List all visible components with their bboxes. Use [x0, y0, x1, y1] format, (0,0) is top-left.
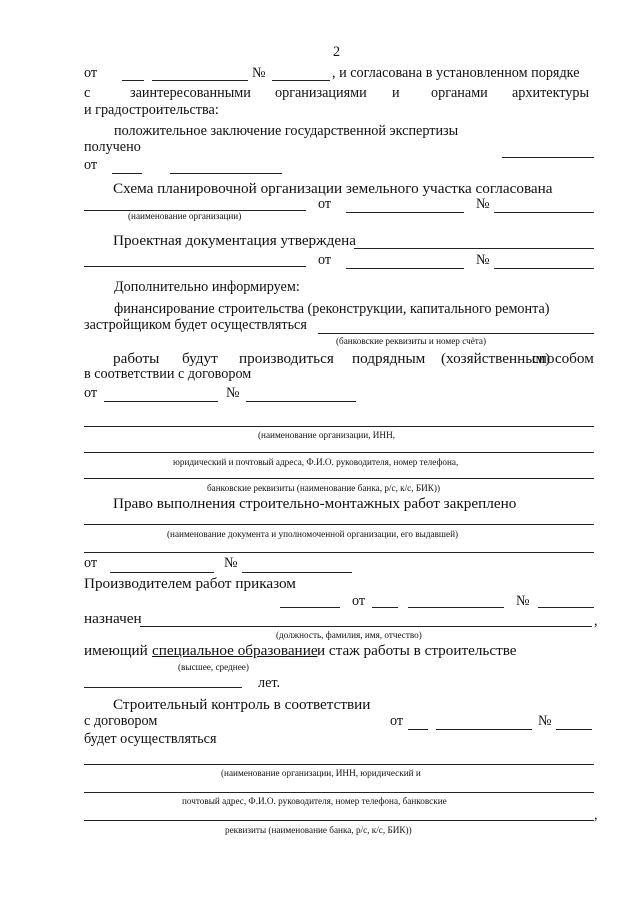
- number-label: №: [252, 65, 266, 81]
- date-line: [346, 212, 464, 213]
- caption: (наименование организации, ИНН,: [258, 430, 395, 440]
- fill-line: [84, 792, 594, 793]
- date-line: [346, 268, 464, 269]
- caption: почтовый адрес, Ф.И.О. руководителя, номер телефона, банковские: [182, 796, 447, 806]
- body-text: способом: [532, 350, 594, 367]
- body-text: (хозяйственным): [441, 350, 551, 367]
- number-line: [242, 572, 352, 573]
- date-line: [372, 607, 398, 608]
- date-label: от: [84, 385, 98, 401]
- fill-line: [140, 626, 592, 627]
- caption: (банковские реквизиты и номер счёта): [336, 336, 487, 346]
- date-line: [170, 173, 282, 174]
- body-text: будут: [182, 350, 218, 367]
- date-line: [122, 80, 144, 81]
- body-text: застройщиком будет осуществляться: [84, 317, 307, 333]
- date-line: [110, 572, 214, 573]
- number-line: [538, 607, 594, 608]
- fill-line: [84, 426, 594, 427]
- body-text: Строительный контроль в соответствии: [113, 696, 371, 713]
- date-line: [112, 173, 142, 174]
- fill-line: [502, 157, 594, 158]
- caption: банковские реквизиты (наименование банка, р/с, к/с, БИК)): [207, 483, 441, 493]
- comma: ,: [594, 613, 598, 629]
- date-label: от: [318, 252, 332, 268]
- body-text: лет.: [258, 675, 281, 691]
- body-text: подрядным: [352, 350, 426, 367]
- body-text: Производителем работ приказом: [84, 575, 296, 592]
- fill-line: [84, 478, 594, 479]
- page-number: 2: [333, 44, 341, 60]
- fill-line: [84, 820, 594, 821]
- body-text: архитектуры: [512, 85, 590, 101]
- body-text: работы: [113, 350, 160, 367]
- body-text: органами: [431, 85, 488, 101]
- caption: (должность, фамилия, имя, отчество): [276, 630, 422, 640]
- caption: (наименование документа и уполномоченной организации, его выдавшей): [167, 529, 459, 539]
- number-label: №: [476, 252, 490, 268]
- body-text: будет осуществляться: [84, 731, 217, 747]
- fill-line: [84, 552, 594, 553]
- body-text: и: [392, 85, 400, 101]
- caption: реквизиты (наименование банка, р/с, к/с, БИК)): [225, 825, 412, 835]
- body-text: и градостроительства:: [84, 102, 219, 118]
- body-text: Право выполнения строительно-монтажных работ закреплено: [113, 495, 517, 512]
- fill-line: [84, 764, 594, 765]
- date-label: от: [352, 593, 366, 609]
- body-text: заинтересованными: [130, 85, 251, 101]
- date-label: от: [318, 196, 332, 212]
- body-text: имеющий: [84, 642, 148, 659]
- fill-line: [318, 333, 594, 334]
- body-text: и стаж работы в строительстве: [317, 642, 517, 659]
- fill-line: [280, 607, 340, 608]
- date-label: от: [84, 555, 98, 571]
- date-line: [408, 729, 428, 730]
- caption: (наименование организации, ИНН, юридический и: [221, 768, 421, 778]
- comma: ,: [594, 807, 598, 823]
- caption: (высшее, среднее): [178, 662, 249, 672]
- body-text: положительное заключение государственной экспертизы: [114, 123, 459, 139]
- number-line: [272, 80, 330, 81]
- body-text: специальное образование: [152, 642, 318, 659]
- body-text: производиться: [239, 350, 334, 367]
- body-text: Проектная документация утверждена: [113, 232, 356, 249]
- body-text: организациями: [275, 85, 367, 101]
- number-label: №: [224, 555, 238, 571]
- body-text: назначен: [84, 610, 142, 627]
- date-label: от: [84, 157, 98, 173]
- date-line: [408, 607, 504, 608]
- caption: (наименование организации): [128, 211, 242, 221]
- fill-line: [84, 524, 594, 525]
- number-line: [494, 268, 594, 269]
- fill-line: [354, 248, 594, 249]
- number-label: №: [476, 196, 490, 212]
- number-label: №: [516, 593, 530, 609]
- date-line: [436, 729, 532, 730]
- date-label: от: [84, 65, 98, 81]
- number-label: №: [538, 713, 552, 729]
- body-text: получено: [84, 139, 141, 155]
- caption: юридический и почтовый адреса, Ф.И.О. руководителя, номер телефона,: [173, 457, 459, 467]
- body-text: с: [84, 85, 91, 101]
- fill-line: [84, 687, 242, 688]
- body-text: в соответствии с договором: [84, 366, 252, 382]
- fill-line: [84, 266, 306, 267]
- body-text: Схема планировочной организации земельного участка согласована: [113, 180, 553, 197]
- date-label: от: [390, 713, 404, 729]
- number-label: №: [226, 385, 240, 401]
- number-line: [556, 729, 592, 730]
- fill-line: [84, 452, 594, 453]
- date-line: [104, 401, 218, 402]
- date-line: [152, 80, 248, 81]
- number-line: [494, 212, 594, 213]
- number-line: [246, 401, 356, 402]
- body-text: Дополнительно информируем:: [114, 279, 300, 295]
- body-text: с договором: [84, 713, 158, 729]
- body-text: финансирование строительства (реконструкции, капитального ремонта): [114, 301, 550, 317]
- body-text: , и согласована в установленном порядке: [332, 65, 580, 81]
